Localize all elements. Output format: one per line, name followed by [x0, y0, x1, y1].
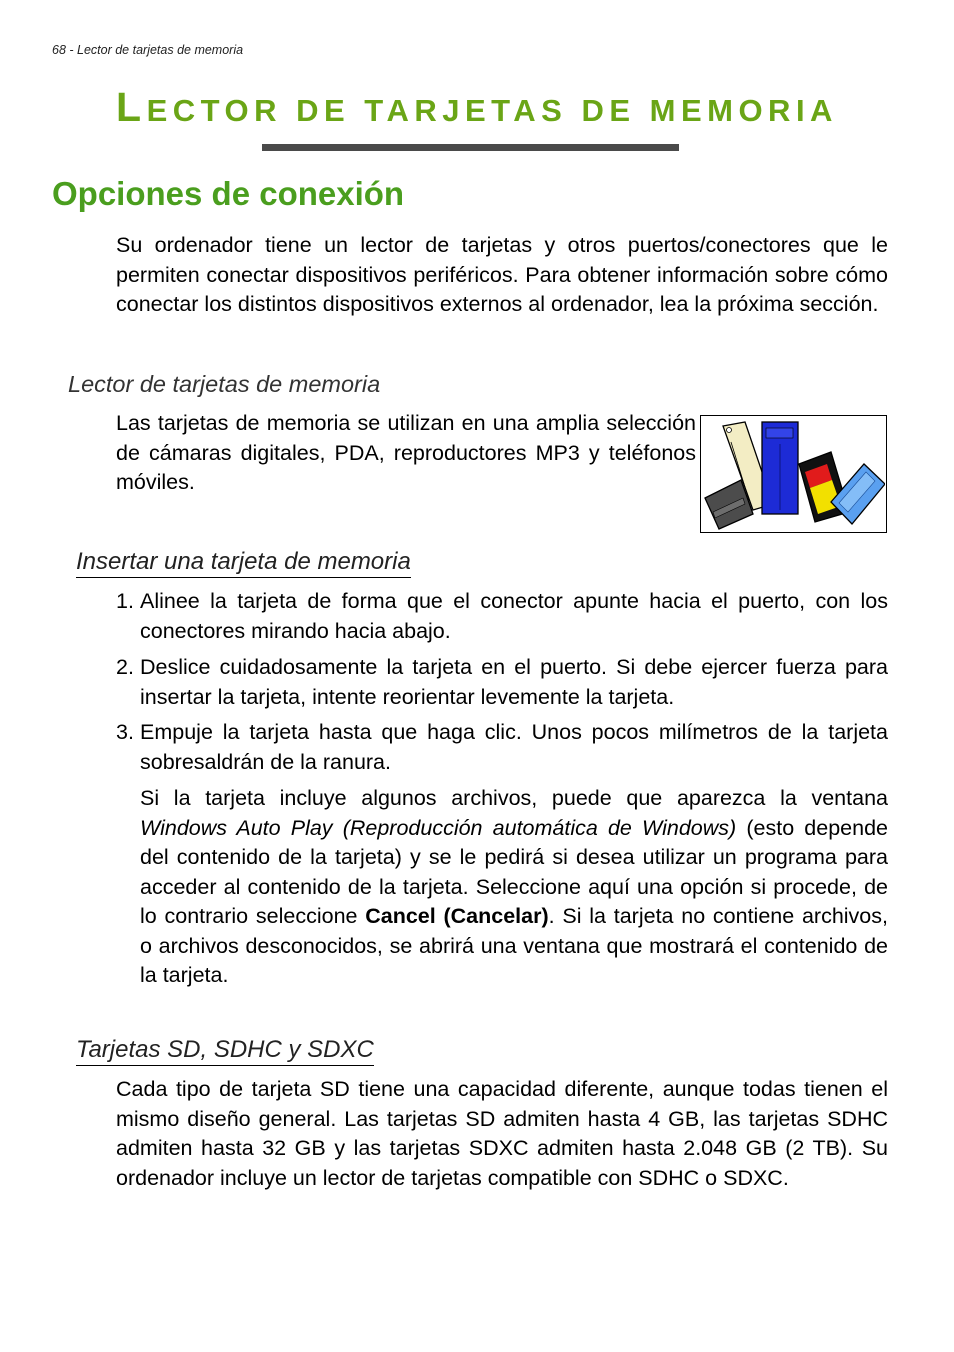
step-number: 1. [116, 589, 134, 613]
note-text: . Si la tarjeta no contiene archivos, o archivos desconocidos, se abrirá una ventana que mostrará el contenido de la tarjeta. [140, 904, 888, 987]
card-reader-paragraph: Las tarjetas de memoria se utilizan en una amplia selección de cámaras digitales, PDA, reproductores MP3 y teléfonos móviles. [116, 411, 696, 494]
sd-cards-heading: Tarjetas SD, SDHC y SDXC [76, 1036, 374, 1066]
card-reader-heading: Lector de tarjetas de memoria [68, 371, 381, 397]
autoplay-note-paragraph [140, 784, 888, 991]
step-text: Alinee la tarjeta de forma que el conector apunte hacia el puerto, con los conectores mirando hacia abajo. [140, 589, 888, 643]
intro-paragraph: Su ordenador tiene un lector de tarjetas y otros puertos/conectores que le permiten conectar dispositivos periféricos. Para obtener información sobre cómo conectar los distintos dispositivos externos al ordenador, lea la próxima sección. [116, 233, 888, 316]
step-text: Deslice cuidadosamente la tarjeta en el puerto. Si debe ejercer fuerza para insertar la tarjeta, intente reorientar levemente la tarjeta. [140, 655, 888, 709]
step-text: Empuje la tarjeta hasta que haga clic. Unos pocos milímetros de la tarjeta sobresaldrán de la ranura. [140, 720, 888, 774]
autoplay-window-name: Windows Auto Play (Reproducción automática de Windows) [140, 815, 737, 840]
memory-cards-icon [701, 416, 885, 531]
cancel-option-label: Cancel (Cancelar) [365, 904, 549, 928]
insert-card-heading: Insertar una tarjeta de memoria [76, 548, 411, 578]
note-text: (esto depende del contenido de la tarjeta) y se le pedirá si desea utilizar un programa para acceder al contenido de la tarjeta. Seleccione aquí una opción si procede, de lo contrario seleccione [140, 815, 888, 928]
memory-cards-illustration [700, 415, 887, 533]
step-number: 3. [116, 720, 134, 744]
section-title: Opciones de conexión [52, 175, 405, 212]
note-text: Si la tarjeta incluye algunos archivos, puede que aparezca la ventana [140, 786, 888, 810]
chapter-title [0, 84, 954, 131]
running-header: 68 - Lector de tarjetas de memoria [52, 43, 244, 57]
step-number: 2. [116, 655, 134, 679]
title-underline-rule [262, 144, 679, 151]
chapter-title-rest: ECTOR DE TARJETAS DE MEMORIA [146, 93, 838, 128]
chapter-title-initial: L [116, 84, 147, 130]
sd-cards-paragraph: Cada tipo de tarjeta SD tiene una capacidad diferente, aunque todas tienen el mismo diseño general. Las tarjetas SD admiten hasta 4 GB, las tarjetas SDHC admiten hasta 32 GB y las tarjetas SDXC admiten hasta 2.048 GB (2 TB). Su ordenador incluye un lector de tarjetas compatible con SDHC o SDXC. [116, 1077, 888, 1190]
